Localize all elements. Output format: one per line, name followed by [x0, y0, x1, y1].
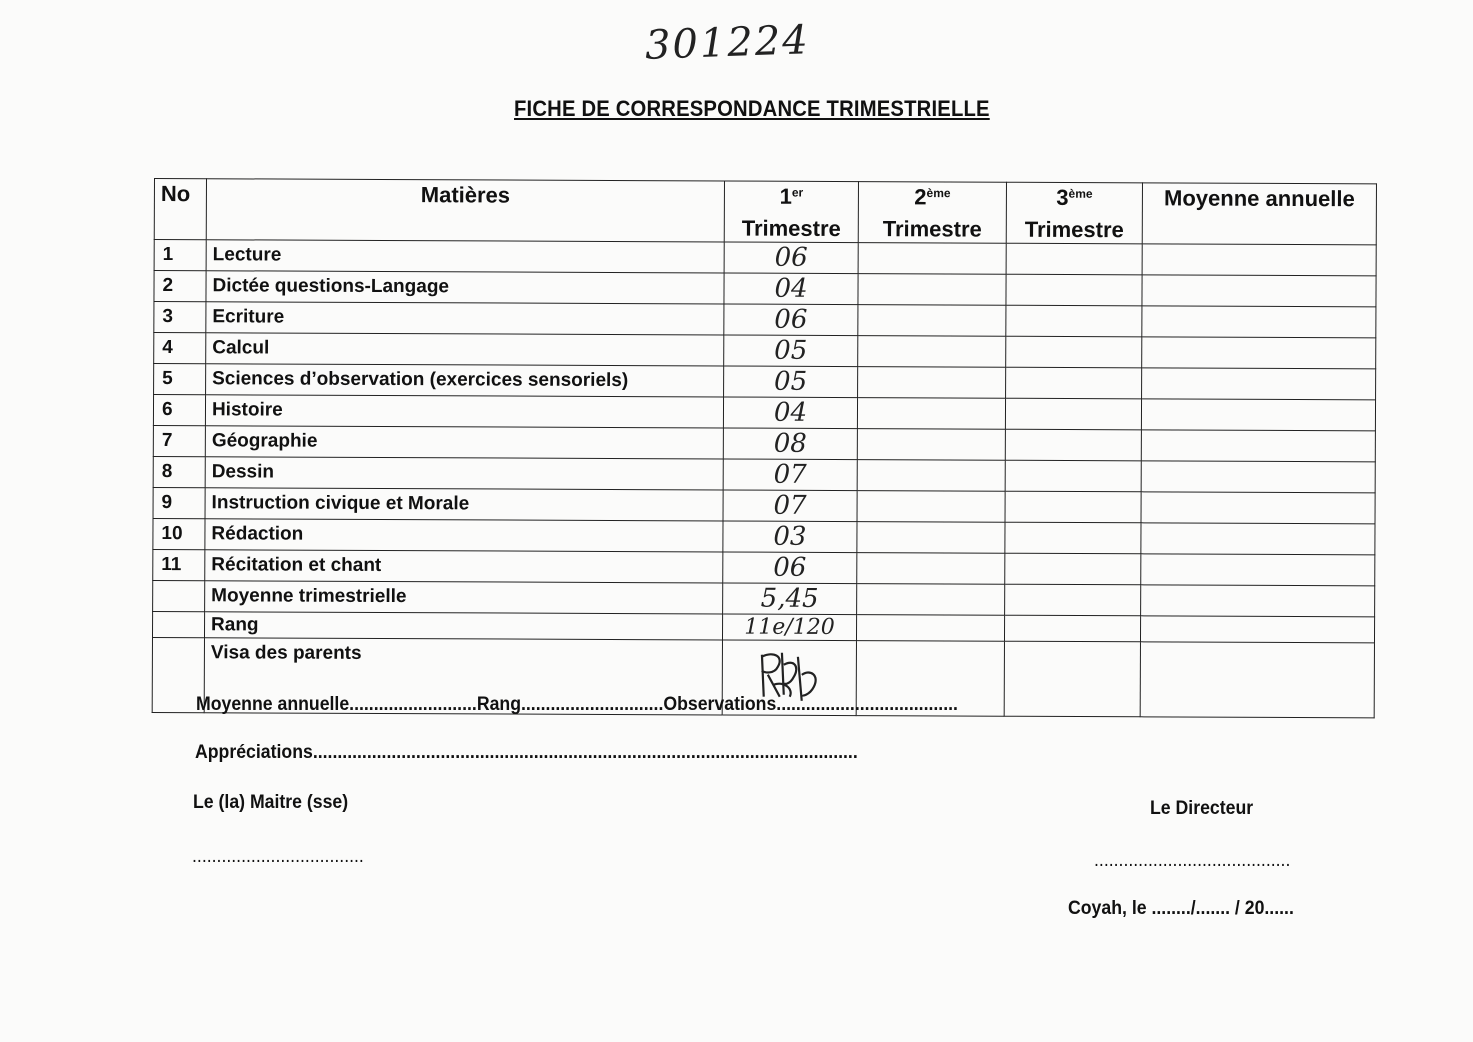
- annual-summary-line: Moyenne annuelle..........................Rang.............................Observations.....................................: [196, 694, 958, 715]
- t2-mark: [858, 274, 1006, 306]
- row-number: 7: [153, 425, 205, 456]
- t2-mark: [858, 305, 1006, 337]
- subject-name: Histoire: [205, 395, 723, 428]
- t2-mark: [858, 367, 1006, 399]
- t1-rank: 11e/120: [722, 614, 856, 641]
- header-subjects: Matières: [206, 179, 724, 242]
- row-number: 4: [154, 333, 206, 364]
- subject-name: Ecriture: [206, 302, 724, 335]
- header-no: No: [154, 179, 206, 240]
- annual-mark: [1141, 523, 1375, 555]
- t3-mark: [1006, 243, 1142, 275]
- t1-mark: 06: [724, 304, 858, 336]
- t2-rank: [856, 615, 1004, 642]
- t3-mark: [1006, 336, 1142, 368]
- t3-average: [1005, 584, 1141, 616]
- trimester-average-label: Moyenne trimestrielle: [205, 581, 723, 614]
- header-trimester-3: 3ème Trimestre: [1006, 182, 1142, 244]
- row-number-empty: [152, 611, 204, 637]
- t2-mark: [857, 398, 1005, 430]
- director-label: Le Directeur: [1150, 798, 1254, 819]
- t1-mark: 07: [723, 459, 857, 491]
- t3-mark: [1005, 398, 1141, 430]
- annual-rank-cell: [1140, 616, 1374, 643]
- annual-mark: [1142, 244, 1376, 276]
- row-number: 5: [154, 364, 206, 395]
- t2-average: [857, 584, 1005, 616]
- t2-mark: [858, 243, 1006, 275]
- t2-mark: [857, 460, 1005, 492]
- header-trimester-1: 1er Trimestre: [724, 181, 858, 243]
- t3-mark: [1005, 491, 1141, 523]
- subject-name: Lecture: [206, 240, 724, 273]
- annual-mark: [1142, 275, 1376, 307]
- row-number: 1: [154, 240, 206, 271]
- row-number-empty: [153, 580, 205, 611]
- annual-mark: [1141, 461, 1375, 493]
- t3-mark: [1005, 460, 1141, 492]
- subject-name: Géographie: [205, 426, 723, 459]
- t3-mark: [1006, 305, 1142, 337]
- t3-mark: [1005, 522, 1141, 554]
- subject-name: Calcul: [206, 333, 724, 366]
- t2-mark: [857, 553, 1005, 585]
- row-number: 3: [154, 302, 206, 333]
- subject-name: Dictée questions-Langage: [206, 271, 724, 304]
- annual-mark: [1142, 337, 1376, 369]
- annual-visa-cell: [1140, 642, 1374, 718]
- t3-visa: [1004, 641, 1140, 717]
- table-header-row: [154, 179, 1376, 245]
- director-signature-dots: ........................................: [1094, 850, 1291, 871]
- t1-mark: 06: [724, 242, 858, 274]
- row-number: 6: [153, 395, 205, 426]
- annual-mark: [1142, 306, 1376, 338]
- t3-mark: [1006, 367, 1142, 399]
- annual-mark: [1141, 399, 1375, 431]
- t1-mark: 05: [724, 366, 858, 398]
- t2-mark: [857, 429, 1005, 461]
- subject-name: Rédaction: [205, 519, 723, 552]
- teacher-label: Le (la) Maitre (sse): [193, 792, 349, 813]
- teacher-signature-dots: ...................................: [192, 846, 364, 867]
- header-trimester-2: 2ème Trimestre: [858, 182, 1006, 244]
- t3-mark: [1005, 553, 1141, 585]
- appreciations-line: Appréciations...............................................................................................................: [195, 742, 858, 763]
- subject-name: Récitation et chant: [205, 550, 723, 583]
- handwritten-id: 301224: [644, 17, 811, 69]
- t3-mark: [1006, 274, 1142, 306]
- row-number: 2: [154, 271, 206, 302]
- t1-mark: 04: [723, 397, 857, 429]
- t1-mark: 04: [724, 273, 858, 305]
- annual-mark: [1141, 430, 1375, 462]
- subject-name: Sciences d’observation (exercices sensoriels): [206, 364, 724, 397]
- t1-mark: 07: [723, 490, 857, 522]
- t2-mark: [858, 336, 1006, 368]
- date-line: Coyah, le ......../....... / 20......: [1068, 898, 1294, 919]
- annual-average-cell: [1141, 585, 1375, 617]
- t1-mark: 05: [724, 335, 858, 367]
- t1-mark: 06: [723, 552, 857, 584]
- annual-mark: [1141, 492, 1375, 524]
- t2-mark: [857, 491, 1005, 523]
- grade-table: [152, 178, 1377, 718]
- row-number: 11: [153, 549, 205, 580]
- subject-name: Instruction civique et Morale: [205, 488, 723, 521]
- t1-average: 5,45: [723, 583, 857, 615]
- header-annual-average: Moyenne annuelle: [1142, 183, 1376, 245]
- row-number: 8: [153, 456, 205, 487]
- page-title: FICHE DE CORRESPONDANCE TRIMESTRIELLE: [514, 96, 990, 121]
- t3-rank: [1004, 615, 1140, 642]
- t3-mark: [1005, 429, 1141, 461]
- subject-name: Dessin: [205, 457, 723, 490]
- rank-label: Rang: [204, 612, 722, 640]
- parents-visa-label: Visa des parents: [204, 638, 722, 715]
- t1-mark: 03: [723, 521, 857, 553]
- t2-mark: [857, 522, 1005, 554]
- annual-mark: [1142, 368, 1376, 400]
- row-number: 10: [153, 518, 205, 549]
- row-number: 9: [153, 487, 205, 518]
- annual-mark: [1141, 554, 1375, 586]
- t1-mark: 08: [723, 428, 857, 460]
